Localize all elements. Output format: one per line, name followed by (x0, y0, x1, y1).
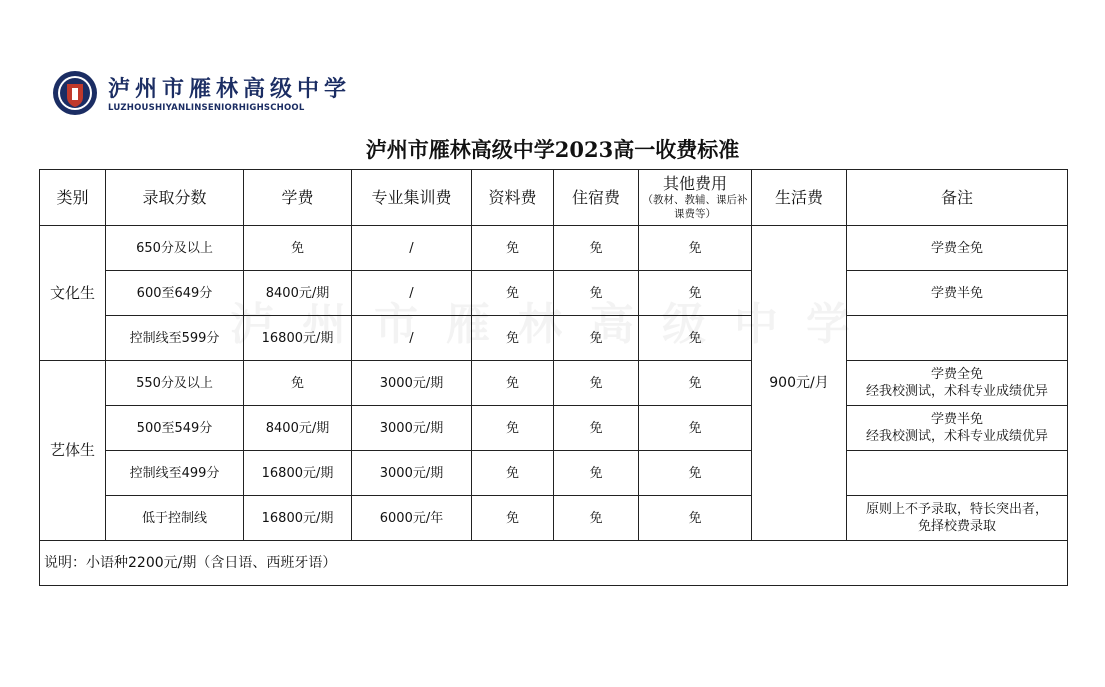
other-fee-cell: 免 (639, 361, 752, 406)
table-row (40, 226, 1068, 271)
score-cell: 600至649分 (106, 271, 244, 316)
training-cell: 3000元/期 (352, 406, 472, 451)
accommodation-cell: 免 (554, 271, 639, 316)
other-fee-cell: 免 (639, 496, 752, 541)
score-cell: 500至549分 (106, 406, 244, 451)
logo-school-name-cn: 泸州市雁林高级中学 (108, 76, 352, 102)
header-accommodation: 住宿费 (554, 170, 639, 226)
table-row (40, 496, 1068, 541)
tuition-cell: 8400元/期 (244, 406, 352, 451)
accommodation-cell: 免 (554, 361, 639, 406)
materials-cell: 免 (472, 496, 554, 541)
table-row (40, 406, 1068, 451)
header-other-label: 其他费用 (662, 173, 727, 193)
remark-line: 免择校费录取 (917, 519, 996, 534)
school-seal-icon (52, 70, 98, 116)
training-cell: 6000元/年 (352, 496, 472, 541)
school-logo (52, 70, 352, 120)
remark-line: 学费半免 (930, 412, 983, 427)
training-cell: / (352, 226, 472, 271)
category-cell: 艺体生 (40, 361, 106, 541)
tuition-cell: 16800元/期 (244, 496, 352, 541)
tuition-cell: 免 (244, 226, 352, 271)
header-living: 生活费 (752, 170, 847, 226)
remark-line: 原则上不予录取，特长突出者， (865, 502, 1048, 517)
accommodation-cell: 免 (554, 451, 639, 496)
materials-cell: 免 (472, 451, 554, 496)
fee-table (39, 169, 1068, 586)
materials-cell: 免 (472, 226, 554, 271)
other-fee-cell: 免 (639, 451, 752, 496)
header-materials: 资料费 (472, 170, 554, 226)
other-fee-cell: 免 (639, 226, 752, 271)
remark-line: 学费全免 (930, 240, 983, 256)
remark-cell (847, 361, 1068, 406)
remark-line: 经我校测试，术科专业成绩优异 (865, 384, 1048, 399)
remark-cell (847, 496, 1068, 541)
training-cell: / (352, 316, 472, 361)
remark-line: 学费半免 (930, 285, 983, 301)
training-cell: 3000元/期 (352, 451, 472, 496)
remark-cell (847, 451, 1068, 496)
header-other-sub: （教材、教辅、课后补课费等） (642, 193, 748, 220)
training-cell: 3000元/期 (352, 361, 472, 406)
header-tuition: 学费 (244, 170, 352, 226)
table-row (40, 451, 1068, 496)
table-header-row (40, 170, 1068, 226)
category-cell: 文化生 (40, 226, 106, 361)
materials-cell: 免 (472, 406, 554, 451)
note-row (40, 541, 1068, 586)
header-training: 专业集训费 (352, 170, 472, 226)
remark-line: 学费全免 (930, 367, 983, 382)
other-fee-cell: 免 (639, 316, 752, 361)
tuition-cell: 16800元/期 (244, 451, 352, 496)
living-fee-cell: 900元/月 (752, 226, 847, 541)
table-row (40, 316, 1068, 361)
other-fee-cell: 免 (639, 406, 752, 451)
remark-cell (847, 316, 1068, 361)
tuition-cell: 免 (244, 361, 352, 406)
remark-cell (847, 226, 1068, 271)
score-cell: 650分及以上 (106, 226, 244, 271)
header-other (639, 170, 752, 226)
note-text: 说明：小语种2200元/期（含日语、西班牙语） (40, 541, 1068, 586)
tuition-cell: 16800元/期 (244, 316, 352, 361)
logo-school-name-en: LUZHOUSHIYANLINSENIORHIGHSCHOOL (108, 103, 305, 113)
materials-cell: 免 (472, 316, 554, 361)
score-cell: 550分及以上 (106, 361, 244, 406)
accommodation-cell: 免 (554, 496, 639, 541)
remark-cell (847, 406, 1068, 451)
page-title: 泸州市雁林高级中学2023高一收费标准 (365, 137, 740, 162)
table-row (40, 271, 1068, 316)
header-remark: 备注 (847, 170, 1068, 226)
remark-cell (847, 271, 1068, 316)
tuition-cell: 8400元/期 (244, 271, 352, 316)
remark-line: 经我校测试，术科专业成绩优异 (865, 429, 1048, 444)
materials-cell: 免 (472, 271, 554, 316)
materials-cell: 免 (472, 361, 554, 406)
accommodation-cell: 免 (554, 316, 639, 361)
table-row (40, 361, 1068, 406)
other-fee-cell: 免 (639, 271, 752, 316)
score-cell: 低于控制线 (106, 496, 244, 541)
header-category: 类别 (40, 170, 106, 226)
header-score: 录取分数 (106, 170, 244, 226)
accommodation-cell: 免 (554, 406, 639, 451)
accommodation-cell: 免 (554, 226, 639, 271)
score-cell: 控制线至499分 (106, 451, 244, 496)
training-cell: / (352, 271, 472, 316)
score-cell: 控制线至599分 (106, 316, 244, 361)
